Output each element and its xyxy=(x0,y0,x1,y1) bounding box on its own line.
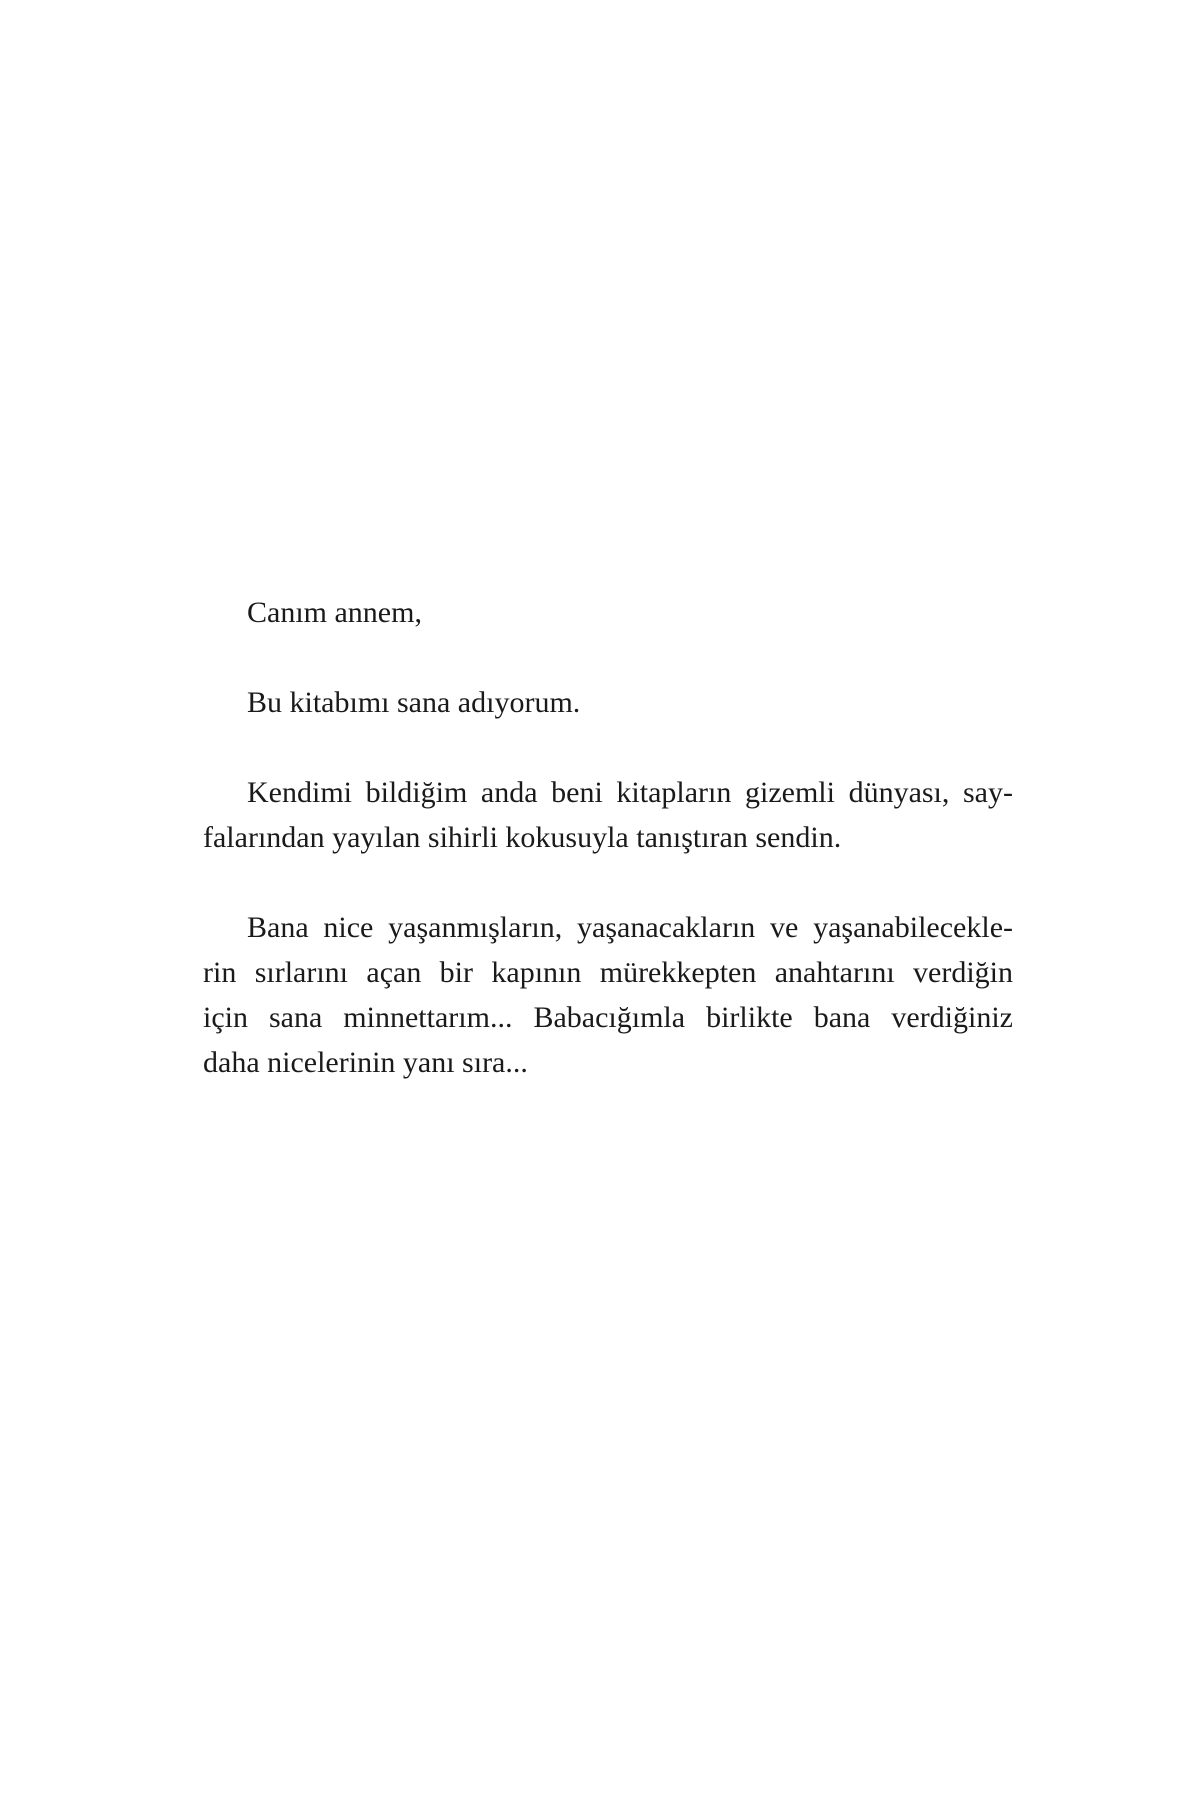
salutation xyxy=(203,590,1013,635)
dedication-line xyxy=(203,680,1013,725)
paragraph-gratitude xyxy=(203,905,1013,1085)
paragraph-line: için sana minnettarım... Babacığımla birlikte bana verdiğiniz xyxy=(203,1001,1013,1034)
dedication-block xyxy=(203,590,1013,1085)
paragraph-childhood xyxy=(203,770,1013,860)
paragraph-line: falarından yayılan sihirli kokusuyla tanıştıran sendin. xyxy=(203,821,842,854)
dedication-text: Bu kitabımı sana adıyorum. xyxy=(247,686,581,719)
paragraph-line: Kendimi bildiğim anda beni kitapların gizemli dünyası, say- xyxy=(247,776,1013,809)
salutation-text: Canım annem, xyxy=(247,596,422,629)
paragraph-line: Bana nice yaşanmışların, yaşanacakların ve yaşanabilecekle- xyxy=(247,911,1013,944)
paragraph-line: daha nicelerinin yanı sıra... xyxy=(203,1046,528,1079)
paragraph-line: rin sırlarını açan bir kapının mürekkepten anahtarını verdiğin xyxy=(203,956,1013,989)
